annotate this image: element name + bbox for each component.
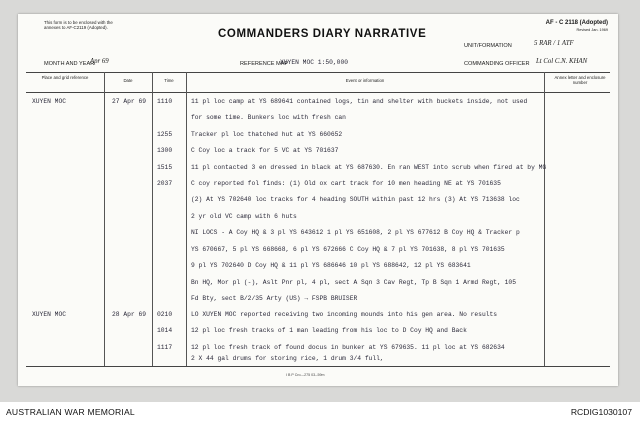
col-head-annex: Annex letter and enclosure number [554,75,606,86]
table-bottom-rule [26,366,610,367]
entry-event: (2) At YS 702640 loc tracks for 4 heading SOUTH within past 12 hrs (3) At YS 713638 loc [191,196,520,203]
map-label: REFERENCE MAP [240,61,289,67]
entry-time: 1110 [157,98,173,105]
entry-place: XUYEN MOC [32,311,67,318]
entry-time: 1117 [157,344,173,351]
entry-time: 1515 [157,164,173,171]
entry-date: 28 Apr 69 [112,311,147,318]
entry-event: 2 yr old VC camp with 6 huts [191,213,297,220]
table-header-rule [26,92,610,93]
footer-record-id: RCDIG1030107 [570,407,632,417]
entry-event: for some time. Bunkers loc with fresh can [191,114,346,121]
co-value: Lt Col C.N. KHAN [536,58,588,65]
month-label: MONTH AND YEAR [44,61,95,67]
entry-time: 1300 [157,147,173,154]
entry-event: Bn HQ, Mor pl (-), Aslt Pnr pl, 4 pl, sect A Sqn 3 Cav Regt, Tp B Sqn 1 Armd Regt, 105 [191,279,516,286]
entry-event: LO XUYEN MOC reported receiving two incoming mounds into his gen area. No results [191,311,498,318]
form-note-line-1: This form is to be enclosed with the [44,20,113,25]
entry-time: 1014 [157,327,173,334]
col-head-time: Time [164,78,174,83]
entry-place: XUYEN MOC [32,98,67,105]
entry-event: Fd Bty, sect B/2/35 Arty (US) → FSPB BRUISER [191,295,358,302]
entry-time: 1255 [157,131,173,138]
form-note [44,20,113,31]
entry-event: Tracker pl loc thatched hut at YS 660652 [191,131,343,138]
footer-archive-name: AUSTRALIAN WAR MEMORIAL [6,407,135,417]
form-code: AF - C 2118 (Adopted) [545,20,608,26]
entry-date: 27 Apr 69 [112,98,147,105]
entry-event: 11 pl loc camp at YS 689641 contained logs, tin and shelter with buckets inside, not used [191,98,528,105]
printer-imprint: I B P Cro---275 03--59m [286,373,325,377]
form-title: COMMANDERS DIARY NARRATIVE [218,28,427,40]
entry-event: 12 pl loc fresh tracks of 1 man leading from his loc to D Coy HQ and Back [191,327,467,334]
entry-event: 2 X 44 gal drums for storing rice, 1 drum 3/4 full, [191,355,384,362]
table-top-rule [26,72,610,73]
co-label: COMMANDING OFFICER [464,61,530,67]
entry-event: C coy reported fol finds: (1) Old ox cart track for 10 men heading NE at YS 701635 [191,180,501,187]
column-rule-4 [544,72,545,366]
column-rule-1 [104,72,105,366]
unit-label: UNIT/FORMATION [464,43,512,49]
entry-event: NI LOCS - A Coy HQ & 3 pl YS 643612 1 pl YS 651608, 2 pl YS 677612 B Coy HQ & Tracker p [191,229,520,236]
col-head-event: Event or information [345,78,385,83]
entry-event: C Coy loc a track for 5 VC at YS 701637 [191,147,339,154]
col-head-place: Place and grid reference [41,75,89,80]
entry-event: 11 pl contacted 3 en dressed in black at YS 687630. En ran WEST into scrub when fired at by MG [191,164,547,171]
column-rule-3 [186,72,187,366]
entry-event: 9 pl YS 702640 D Coy HQ & 11 pl YS 686646 10 pl YS 688642, 12 pl YS 683641 [191,262,471,269]
entry-time: 2037 [157,180,173,187]
form-note-line-2: annexes to AF-C2119 (Adopted). [44,25,108,31]
month-value: Apr 69 [90,58,109,65]
form-revised: Revised Jan. 1969 [576,28,608,32]
entry-event: 12 pl loc fresh track of found docus in bunker at YS 679635. 11 pl loc at YS 682634 [191,344,505,351]
column-rule-2 [152,72,153,366]
entry-event: YS 670667, 5 pl YS 668668, 6 pl YS 672666 C Coy HQ & 7 pl YS 701638, 8 pl YS 701635 [191,246,505,253]
diary-page [18,14,618,386]
map-value: XUYEN MOC 1:50,000 [280,59,349,66]
entry-time: 0210 [157,311,173,318]
col-head-date: Date [123,78,133,83]
unit-value: 5 RAR / 1 ATF [534,40,574,47]
